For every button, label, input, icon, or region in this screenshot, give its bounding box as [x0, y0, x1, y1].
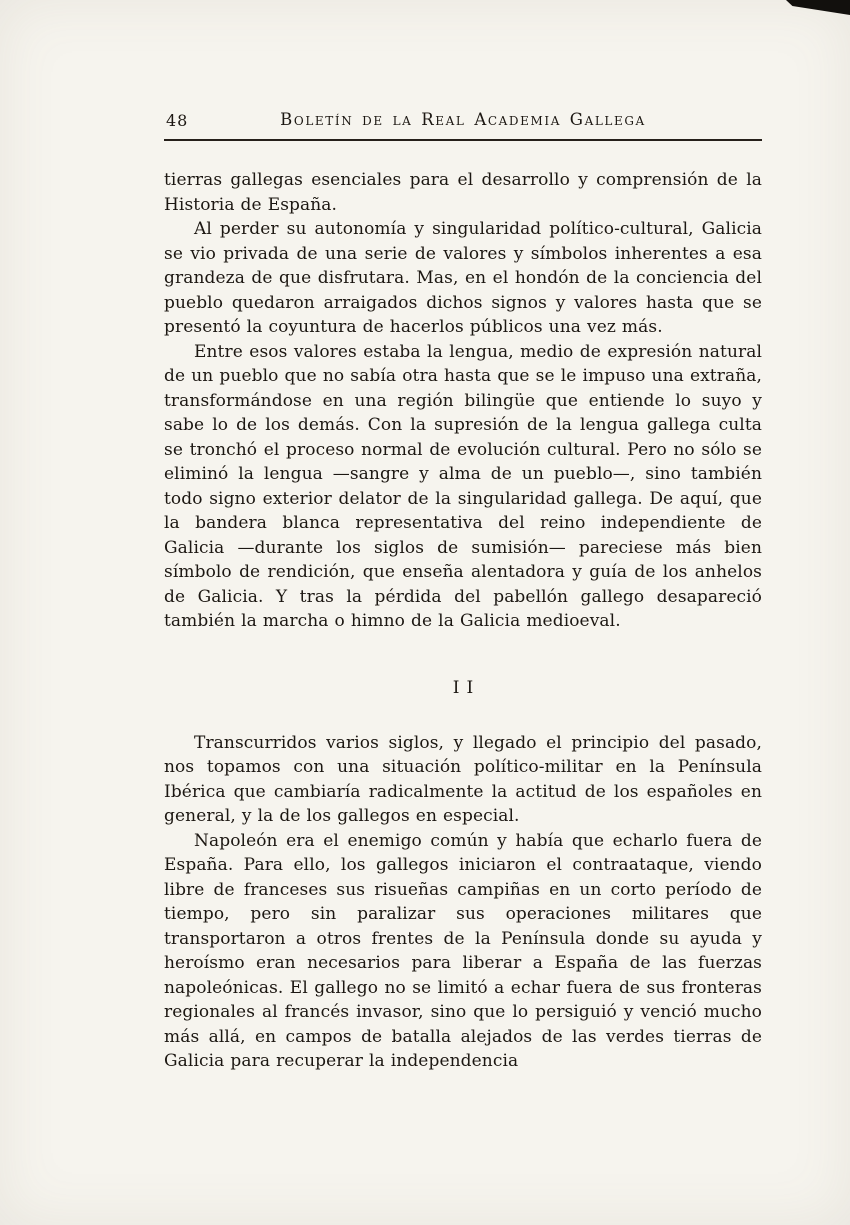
scan-artifact: [786, 0, 850, 15]
paragraph: Entre esos valores estaba la lengua, medio de expresión natural de un pueblo que no sabía otra hasta que se le impuso una extraña, transformándose en una región bilingüe que entiende lo suyo y sabe lo de los demás. Con la supresión de la lengua gallega culta se tronchó el proceso normal de evolución cultural. Pero no sólo se eliminó la lengua —sangre y alma de un pueblo—, sino también todo signo exterior delator de la singularidad gallega. De aquí, que la bandera blanca representativa del reino independiente de Galicia —durante los siglos de sumisión— pareciese más bien símbolo de rendición, que enseña alentadora y guía de los anhelos de Galicia. Y tras la pérdida del pabellón gallego desapareció también la marcha o himno de la Galicia medioeval.: [164, 341, 762, 631]
page-header: [164, 110, 762, 132]
page-content: [164, 110, 762, 1074]
paragraph: Al perder su autonomía y singularidad político-cultural, Galicia se vio privada de una serie de valores y símbolos inherentes a esa grandeza de que disfrutara. Mas, en el hondón de la conciencia del pueblo quedaron arraigados dichos signos y valores hasta que se presentó la coyuntura de hacerlos públicos una vez más.: [164, 219, 762, 337]
journal-title: Boletín de la Real Academia Gallega: [280, 110, 646, 129]
paragraph: Napoleón era el enemigo común y había que echarlo fuera de España. Para ello, los gallegos iniciaron el contraataque, viendo libre de franceses sus risueñas campiñas en un corto período de tiempo, pero sin paralizar sus operaciones militares que transportaron a otros frentes de la Península donde su ayuda y heroísmo eran necesarios para liberar a España de las fuerzas napoleónicas. El gallego no se limitó a echar fuera de sus fronteras regionales al francés invasor, sino que lo persiguió y venció mucho más allá, en campos de batalla alejados de las verdes tierras de Galicia para recuperar la independencia: [164, 830, 762, 1071]
paragraph: tierras gallegas esenciales para el desarrollo y comprensión de la Historia de España.: [164, 170, 762, 215]
section-heading: II: [452, 677, 481, 698]
header-rule: [164, 139, 762, 141]
page-number: 48: [166, 111, 189, 130]
paragraph: Transcurridos varios siglos, y llegado el principio del pasado, nos topamos con una situación político-militar en la Península Ibérica que cambiaría radicalmente la actitud de los españoles en general, y la de los gallegos en especial.: [164, 732, 762, 826]
page-body: [164, 168, 762, 1074]
